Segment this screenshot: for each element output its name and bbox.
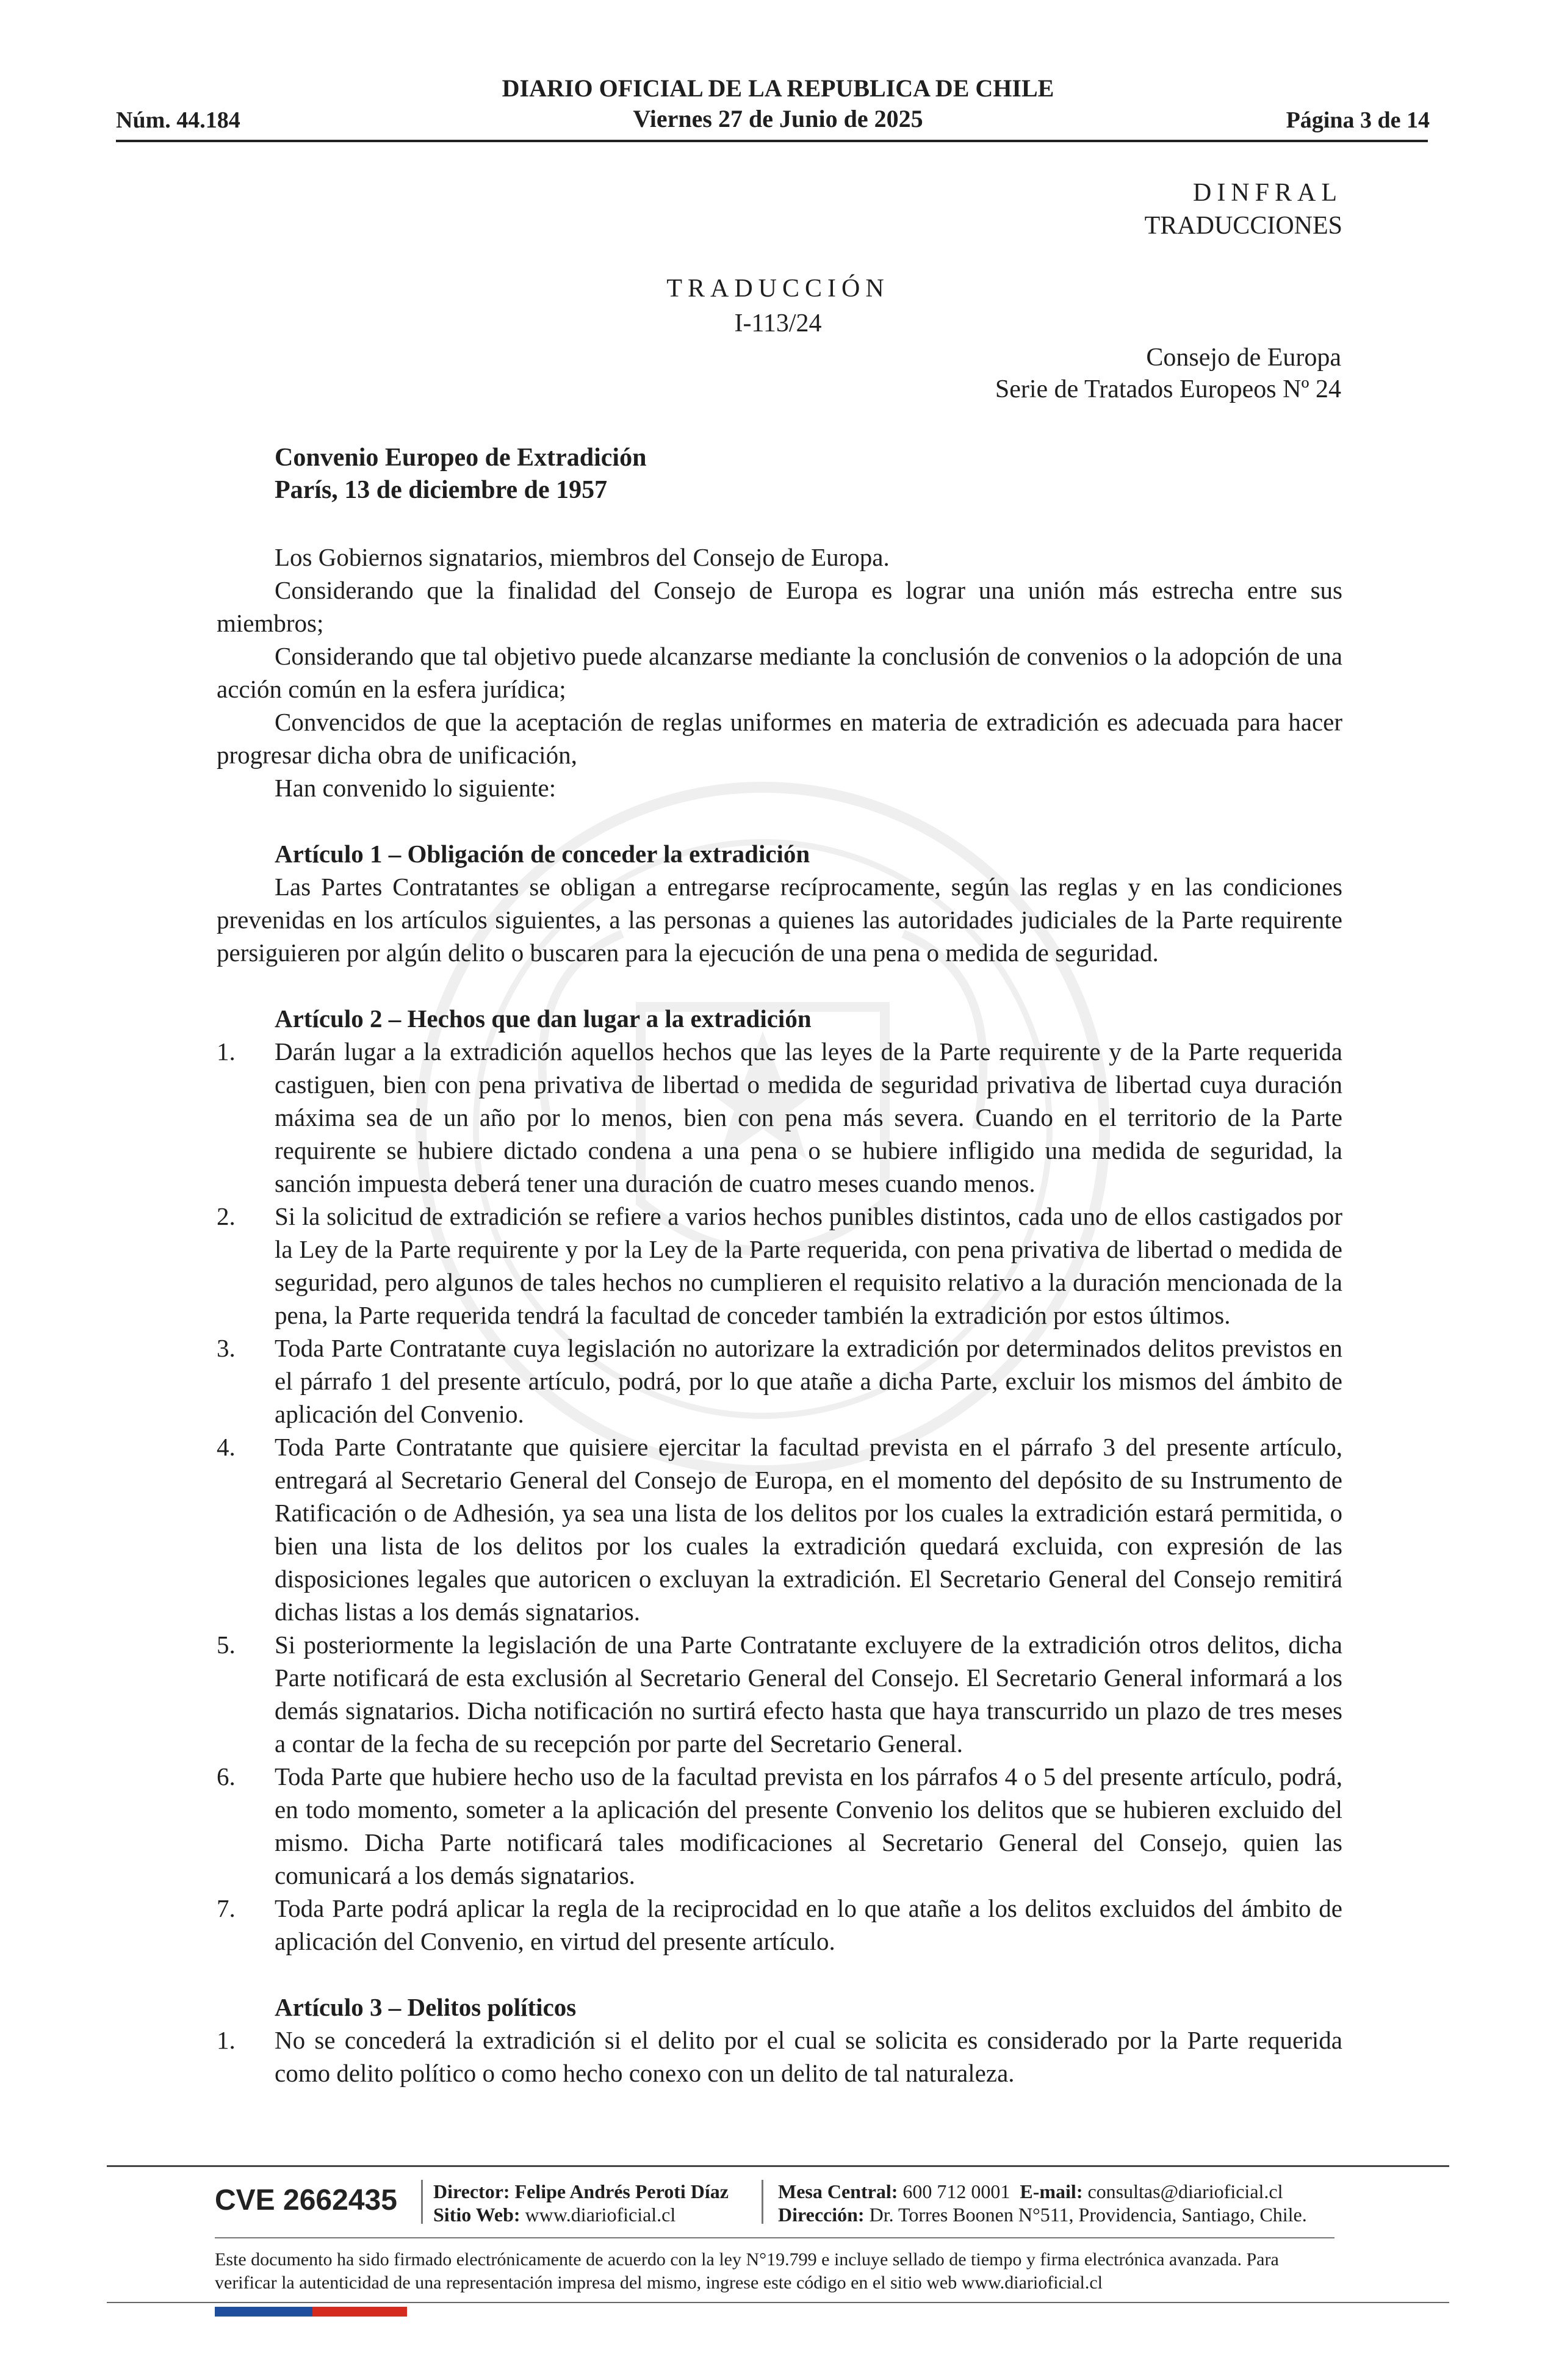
dinfral-label: DINFRAL	[1192, 179, 1342, 207]
flag-stripe-red	[312, 2307, 407, 2317]
traducciones-label: TRADUCCIONES	[1144, 212, 1342, 240]
footer-bottom-divider	[107, 2302, 1449, 2303]
convention-title: Convenio Europeo de Extradición	[275, 444, 647, 472]
address-line: Dirección: Dr. Torres Boonen N°511, Providencia, Santiago, Chile.	[778, 2204, 1307, 2226]
article-2-heading: Artículo 2 – Hechos que dan lugar a la extradición	[275, 1004, 812, 1033]
issue-number: Núm. 44.184	[116, 107, 240, 133]
footer-inner-divider	[215, 2237, 1334, 2238]
translation-title: TRADUCCIÓN	[666, 275, 890, 303]
director-name: Felipe Andrés Peroti Díaz	[514, 2180, 729, 2202]
address-text: Dr. Torres Boonen N°511, Providencia, Santiago, Chile.	[869, 2204, 1307, 2226]
preamble-paragraph: Considerando que la finalidad del Consejo de Europa es lograr una unión más estrecha entre sus miembros;	[217, 576, 1342, 637]
legal-notice: Este documento ha sido firmado electrónicamente de acuerdo con la ley N°19.799 e incluye sellado de tiempo y firma electrónica avanzada. Para verificar la autenticidad de una representación impresa del mismo, ingrese este código en el sitio web www.diarioficial.cl	[215, 2249, 1279, 2293]
article-2-item: 6. Toda Parte que hubiere hecho uso de la facultad prevista en los párrafos 4 o 5 del presente artículo, podrá, en todo momento, someter a la aplicación del presente Convenio los delitos que se hubieren excluido del mismo. Dicha Parte notificará tales modificaciones al Secretario General del Consejo, quien las comunicará a los demás signatarios.	[217, 1762, 1342, 1889]
article-1-heading: Artículo 1 – Obligación de conceder la extradición	[275, 840, 810, 868]
article-1-text: Las Partes Contratantes se obligan a entregarse recíprocamente, según las reglas y en las condiciones prevenidas en los artículos siguientes, a las personas a quienes las autoridades judiciales de la Parte requirente persiguieren por algún delito o buscaren para la ejecución de una pena o medida de seguridad.	[217, 873, 1342, 967]
preamble-paragraph: Considerando que tal objetivo puede alcanzarse mediante la conclusión de convenios o la adopción de una acción común en la esfera jurídica;	[217, 642, 1342, 703]
article-2-item: 3. Toda Parte Contratante cuya legislación no autorizare la extradición por determinados delitos previstos en el párrafo 1 del presente artículo, podrá, por lo que atañe a dicha Parte, excluir los mismos del ámbito de aplicación del Convenio.	[217, 1334, 1342, 1428]
article-2-item: 2. Si la solicitud de extradición se refiere a varios hechos punibles distintos, cada uno de ellos castigados por la Ley de la Parte requirente y por la Ley de la Parte requerida, con pena privativa de libertad o medida de seguridad, pero algunos de tales hechos no cumplieren el requisito relativo a la duración mencionada de la pena, la Parte requerida tendrá la facultad de conceder también la extradición por estos últimos.	[217, 1202, 1342, 1329]
footer-separator	[762, 2180, 763, 2224]
director-line: Director: Felipe Andrés Peroti Díaz	[433, 2180, 729, 2202]
translation-code: I-113/24	[734, 309, 822, 337]
article-2-item: 5. Si posteriormente la legislación de una Parte Contratante excluyere de la extradición otros delitos, dicha Parte notificará de esta exclusión al Secretario General del Consejo. El Secretario General informará a los demás signatarios. Dicha notificación no surtirá efecto hasta que haya transcurrido un plazo de tres meses a contar de la fecha de su recepción por parte del Secretario General.	[217, 1631, 1342, 1758]
header-divider	[116, 140, 1428, 142]
email-link[interactable]: consultas@diarioficial.cl	[1087, 2180, 1283, 2202]
article-3-heading: Artículo 3 – Delitos políticos	[275, 1993, 577, 2021]
preamble-paragraph: Los Gobiernos signatarios, miembros del Consejo de Europa.	[275, 543, 890, 571]
cve-code: CVE 2662435	[215, 2184, 397, 2216]
article-2-item: 1. Darán lugar a la extradición aquellos hechos que las leyes de la Parte requirente y de la Parte requerida castiguen, bien con pena privativa de libertad o medida de seguridad privativa de libertad cuya duración máxima sea de un año por lo menos, bien con pena más severa. Cuando en el territorio de la Parte requirente se hubiere dictado condena a una pena o se hubiere infligido una medida de seguridad, la sanción impuesta deberá tener una duración de cuatro meses cuando menos.	[217, 1037, 1342, 1197]
treaty-series: Serie de Tratados Europeos Nº 24	[995, 375, 1341, 403]
phone-number: 600 712 0001	[902, 2180, 1010, 2202]
article-2-item: 7. Toda Parte podrá aplicar la regla de la reciprocidad en lo que atañe a los delitos excluidos del ámbito de aplicación del Convenio, en virtud del presente artículo.	[217, 1894, 1342, 1955]
document-body	[217, 541, 1342, 2090]
issue-date: Viernes 27 de Junio de 2025	[633, 105, 923, 132]
preamble-paragraph: Han convenido lo siguiente:	[275, 774, 556, 802]
publication-title: DIARIO OFICIAL DE LA REPUBLICA DE CHILE	[502, 74, 1054, 102]
article-2-item: 4. Toda Parte Contratante que quisiere ejercitar la facultad prevista en el párrafo 3 del presente artículo, entregará al Secretario General del Consejo de Europa, en el momento del depósito de su Instrumento de Ratificación o de Adhesión, ya sea una lista de los delitos por los cuales la extradición estará permitida, o bien una lista de los delitos por los cuales la extradición quedará excluida, con expresión de las disposiciones legales que autoricen o excluyan la extradición. El Secretario General del Consejo remitirá dichas listas a los demás signatarios.	[217, 1433, 1342, 1626]
footer-divider	[107, 2165, 1449, 2167]
website-link[interactable]: www.diarioficial.cl	[525, 2204, 676, 2226]
council-name: Consejo de Europa	[1146, 344, 1341, 372]
contact-line: Mesa Central: 600 712 0001 E-mail: consultas@diarioficial.cl	[778, 2180, 1283, 2202]
article-3-item: 1. No se concederá la extradición si el delito por el cual se solicita es considerado por la Parte requerida como delito político o como hecho conexo con un delito de tal naturaleza.	[217, 2026, 1342, 2087]
footer-separator	[421, 2180, 423, 2224]
flag-stripe-blue	[215, 2307, 312, 2317]
page-number: Página 3 de 14	[1286, 107, 1430, 133]
convention-place-date: París, 13 de diciembre de 1957	[275, 476, 608, 504]
preamble-paragraph: Convencidos de que la aceptación de reglas uniformes en materia de extradición es adecuada para hacer progresar dicha obra de unificación,	[217, 708, 1342, 769]
website-line: Sitio Web: www.diarioficial.cl	[433, 2204, 676, 2226]
